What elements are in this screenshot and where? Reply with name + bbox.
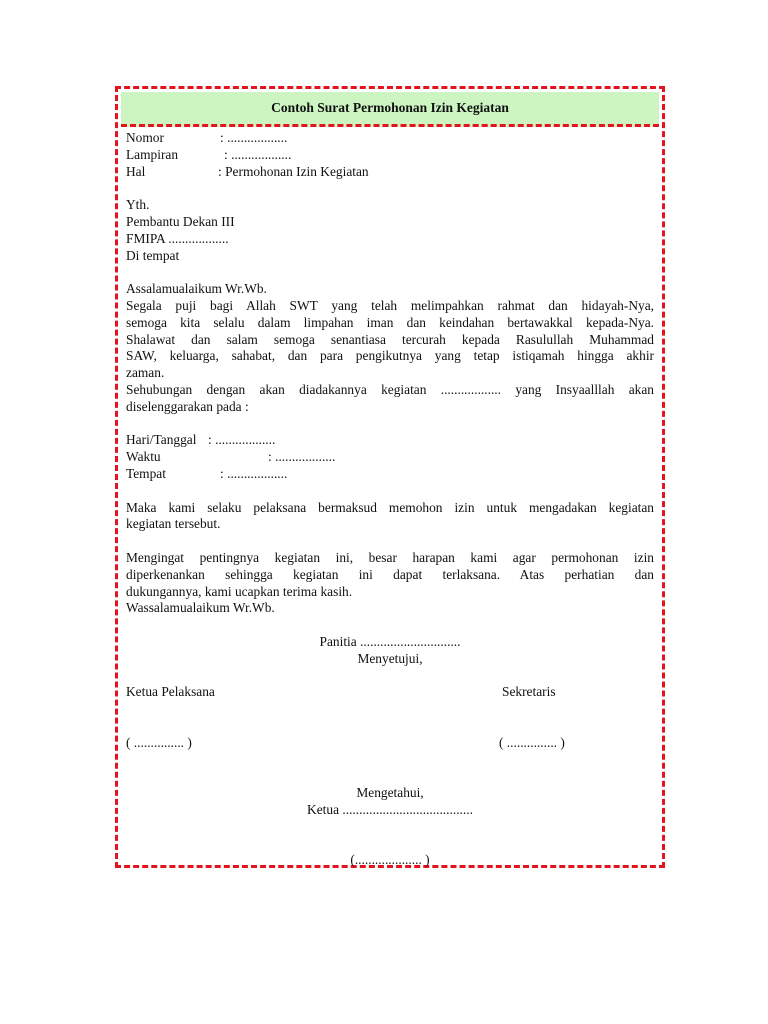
paragraph-line: Mengingat pentingnya kegiatan ini, besar harapan kami agar permohonan izin: [126, 549, 654, 565]
paragraph-line: kegiatan tersebut.: [126, 516, 221, 532]
paragraph-line: Maka kami selaku pelaksana bermaksud memohon izin untuk mengadakan kegiatan: [126, 499, 654, 515]
field-hal-label: Hal: [126, 163, 146, 179]
field-waktu: [126, 449, 654, 466]
panitia-line: Panitia ..............................: [319, 633, 461, 649]
field-hari-sep: :: [208, 432, 212, 448]
field-tempat-label: Tempat: [126, 465, 166, 481]
field-nomor-value: ..................: [227, 130, 288, 145]
sekretaris-signature: ( ............... ): [499, 734, 565, 750]
recipient-line: Pembantu Dekan III: [126, 213, 235, 229]
paragraph-line: Sehubungan dengan akan diadakannya kegiatan .................. yang Insyaalllah akan: [126, 381, 654, 397]
letter-body: [126, 130, 654, 869]
paragraph-line: zaman.: [126, 365, 165, 381]
mengetahui-label: Mengetahui,: [356, 785, 424, 801]
field-lampiran-sep: :: [224, 146, 228, 162]
menyetujui-label: Menyetujui,: [357, 650, 423, 666]
signature-titles: [126, 684, 654, 701]
ketua-pelaksana-signature: ( ............... ): [126, 734, 192, 750]
field-waktu-value: ..................: [275, 449, 336, 465]
field-tempat-sep: :: [220, 465, 224, 481]
field-tempat-value: ..................: [227, 465, 288, 481]
field-lampiran-value: ..................: [231, 146, 292, 162]
recipient-line: Yth.: [126, 197, 150, 213]
letter-frame: [115, 86, 665, 868]
field-hari-tanggal: [126, 432, 654, 449]
field-hal: [126, 164, 654, 181]
signature-names: [126, 735, 654, 752]
field-hal-sep: :: [218, 163, 222, 179]
ketua-signature: (.................... ): [350, 852, 430, 868]
field-nomor: [126, 130, 654, 147]
ketua-pelaksana-label: Ketua Pelaksana: [126, 684, 215, 700]
field-tempat: [126, 466, 654, 483]
field-nomor-sep: :: [220, 130, 224, 145]
paragraph-line: semoga kita selalu dalam limpahan iman dan keindahan bertawakkal kepada-Nya.: [126, 314, 654, 330]
recipient-line: FMIPA ..................: [126, 230, 229, 246]
field-lampiran-label: Lampiran: [126, 146, 179, 162]
opening-greeting: Assalamualaikum Wr.Wb.: [126, 281, 267, 297]
recipient-line: Di tempat: [126, 247, 180, 263]
sekretaris-label: Sekretaris: [502, 684, 556, 700]
paragraph-line: diperkenankan sehingga kegiatan ini dapat terlaksana. Atas perhatian dan: [126, 566, 654, 582]
field-nomor-label: Nomor: [126, 130, 164, 145]
paragraph-line: Shalawat dan salam semoga senantiasa tercurah kepada Rasulullah Muhammad: [126, 331, 654, 347]
letter-title: Contoh Surat Permohonan Izin Kegiatan: [121, 92, 659, 127]
closing-greeting: Wassalamualaikum Wr.Wb.: [126, 600, 275, 616]
paragraph-line: dukungannya, kami ucapkan terima kasih.: [126, 583, 353, 599]
field-waktu-sep: :: [268, 449, 272, 465]
field-hal-value: Permohonan Izin Kegiatan: [225, 163, 369, 179]
field-hari-label: Hari/Tanggal: [126, 432, 197, 448]
paragraph-line: diselenggarakan pada :: [126, 398, 249, 414]
field-lampiran: [126, 147, 654, 164]
field-hari-value: ..................: [215, 432, 276, 448]
paragraph-line: SAW, keluarga, sahabat, dan para pengikutnya yang tetap istiqamah hingga akhir: [126, 348, 654, 364]
field-waktu-label: Waktu: [126, 449, 161, 465]
ketua-line: Ketua .......................................: [307, 801, 473, 817]
paragraph-line: Segala puji bagi Allah SWT yang telah melimpahkan rahmat dan hidayah-Nya,: [126, 297, 654, 313]
